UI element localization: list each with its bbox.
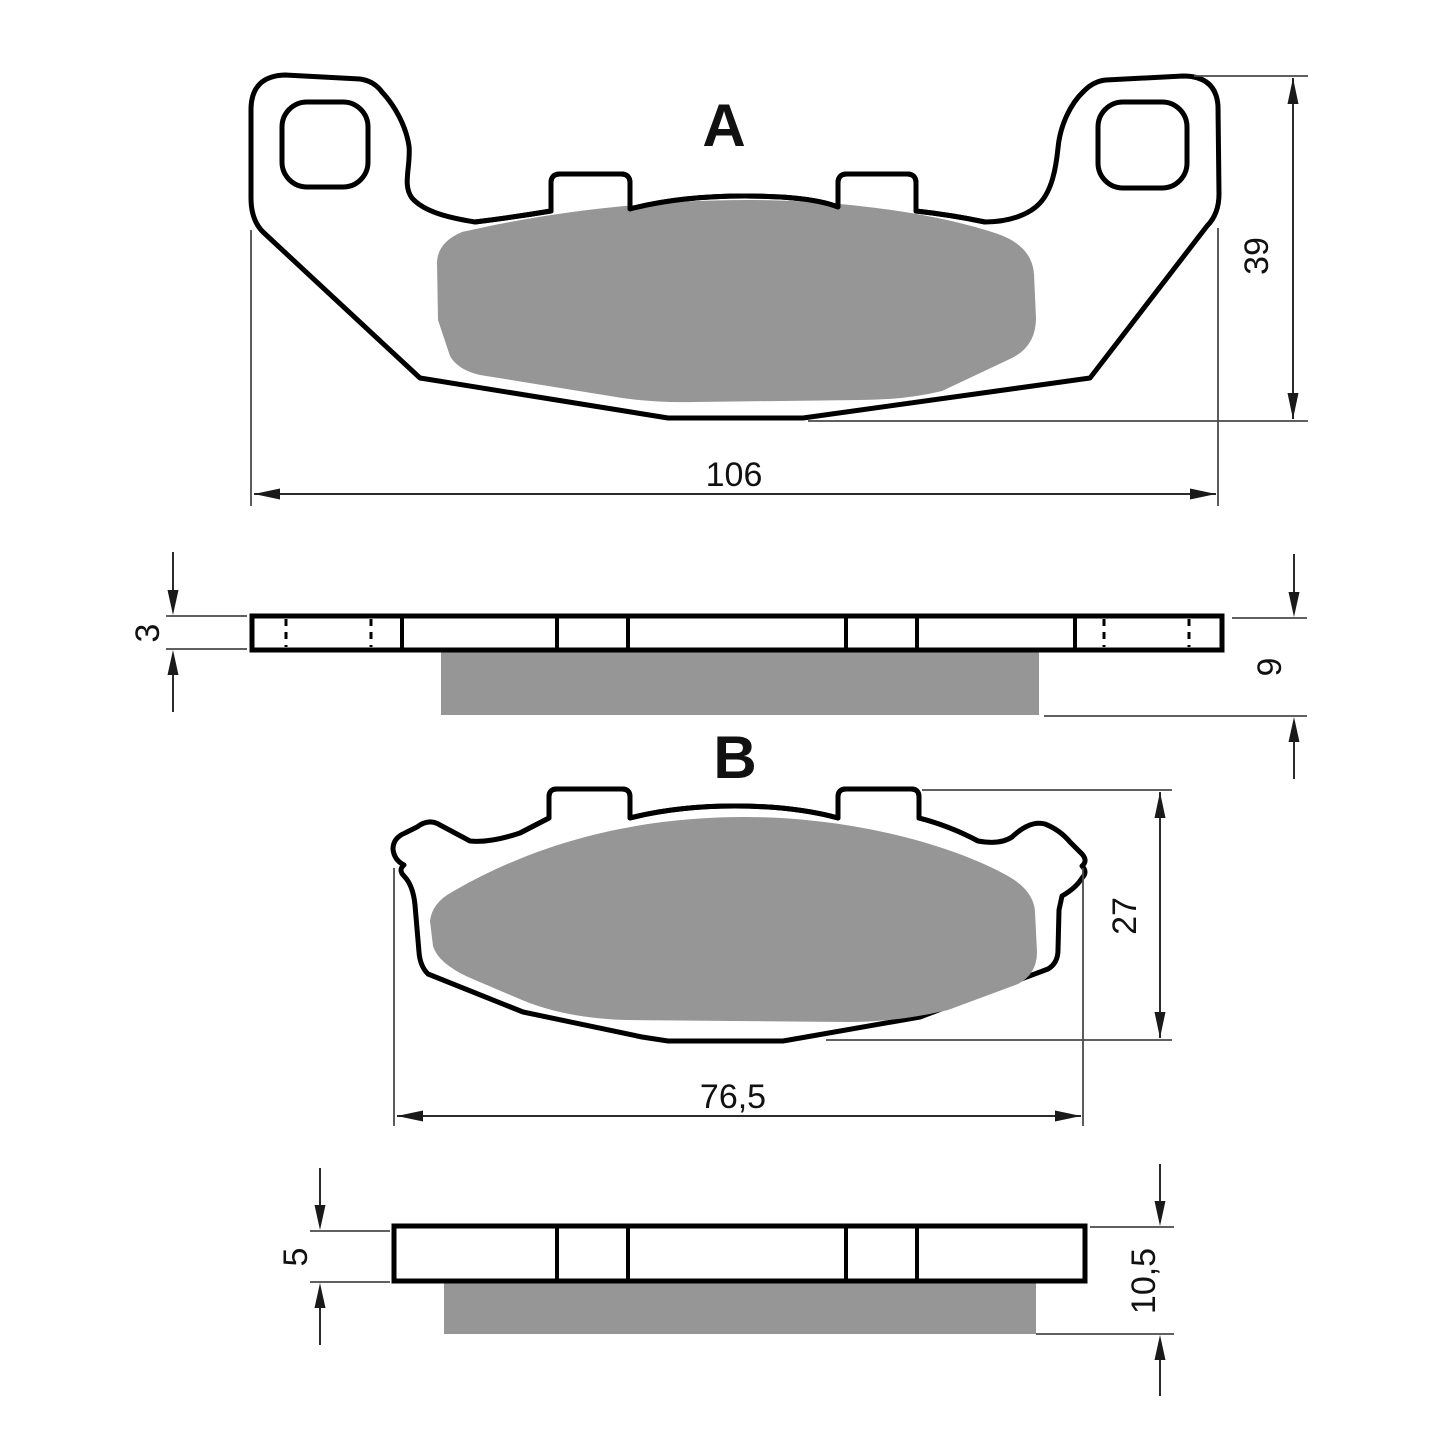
dim-b-width-arrow-left: [397, 1111, 423, 1122]
dim-a-total-value: 9: [1250, 657, 1289, 677]
dim-a-height-arrow-bottom: [1288, 393, 1299, 419]
dim-b-backing-arrow-bottom: [315, 1283, 326, 1308]
pad-a-hole-right: [1098, 102, 1187, 188]
dim-b-total-value: 10,5: [1124, 1247, 1163, 1315]
dim-a-height-arrow-top: [1288, 78, 1299, 104]
dim-a-total-arrow-bottom: [1289, 717, 1300, 742]
dim-b-backing-value: 5: [276, 1247, 315, 1267]
dim-b-width-value: 76,5: [699, 1078, 767, 1116]
pad-a-front-view: [251, 75, 1219, 418]
dim-a-total-arrow-top: [1289, 592, 1300, 617]
dim-b-height-arrow-bottom: [1155, 1012, 1166, 1038]
dim-b-width-arrow-right: [1055, 1111, 1081, 1122]
dim-b-total-arrow-bottom: [1155, 1335, 1166, 1360]
dim-a-backing-arrow-bottom: [168, 650, 179, 675]
dim-b-height-value: 27: [1106, 897, 1144, 935]
dim-a-width-arrow-right: [1190, 489, 1216, 500]
dim-a-total-thickness: [1044, 554, 1307, 779]
pad-a-side-friction: [441, 648, 1039, 715]
dim-b-backing-thickness: [277, 1168, 390, 1345]
pad-b-label: B: [713, 724, 757, 791]
pad-b-front-view: [393, 724, 1085, 1041]
pad-a-friction-material: [437, 200, 1036, 402]
pad-a-side-view: [252, 616, 1222, 715]
dim-a-width-value: 106: [705, 456, 763, 494]
dim-b-backing-arrow-top: [315, 1205, 326, 1230]
dim-a-width-arrow-left: [254, 489, 280, 500]
dim-b-height-arrow-top: [1155, 792, 1166, 818]
pad-b-backing-plate: [394, 1226, 1085, 1281]
pad-b-side-friction: [444, 1279, 1036, 1334]
pad-a-label: A: [702, 92, 746, 159]
dim-a-backing-thickness: [129, 552, 247, 712]
dim-a-height-value: 39: [1238, 237, 1276, 275]
pad-a-hole-left: [282, 102, 368, 187]
dim-b-total-arrow-top: [1155, 1201, 1166, 1226]
pad-b-side-view: [394, 1226, 1085, 1334]
dim-a-backing-value: 3: [128, 623, 167, 643]
dim-a-backing-arrow-top: [168, 590, 179, 615]
